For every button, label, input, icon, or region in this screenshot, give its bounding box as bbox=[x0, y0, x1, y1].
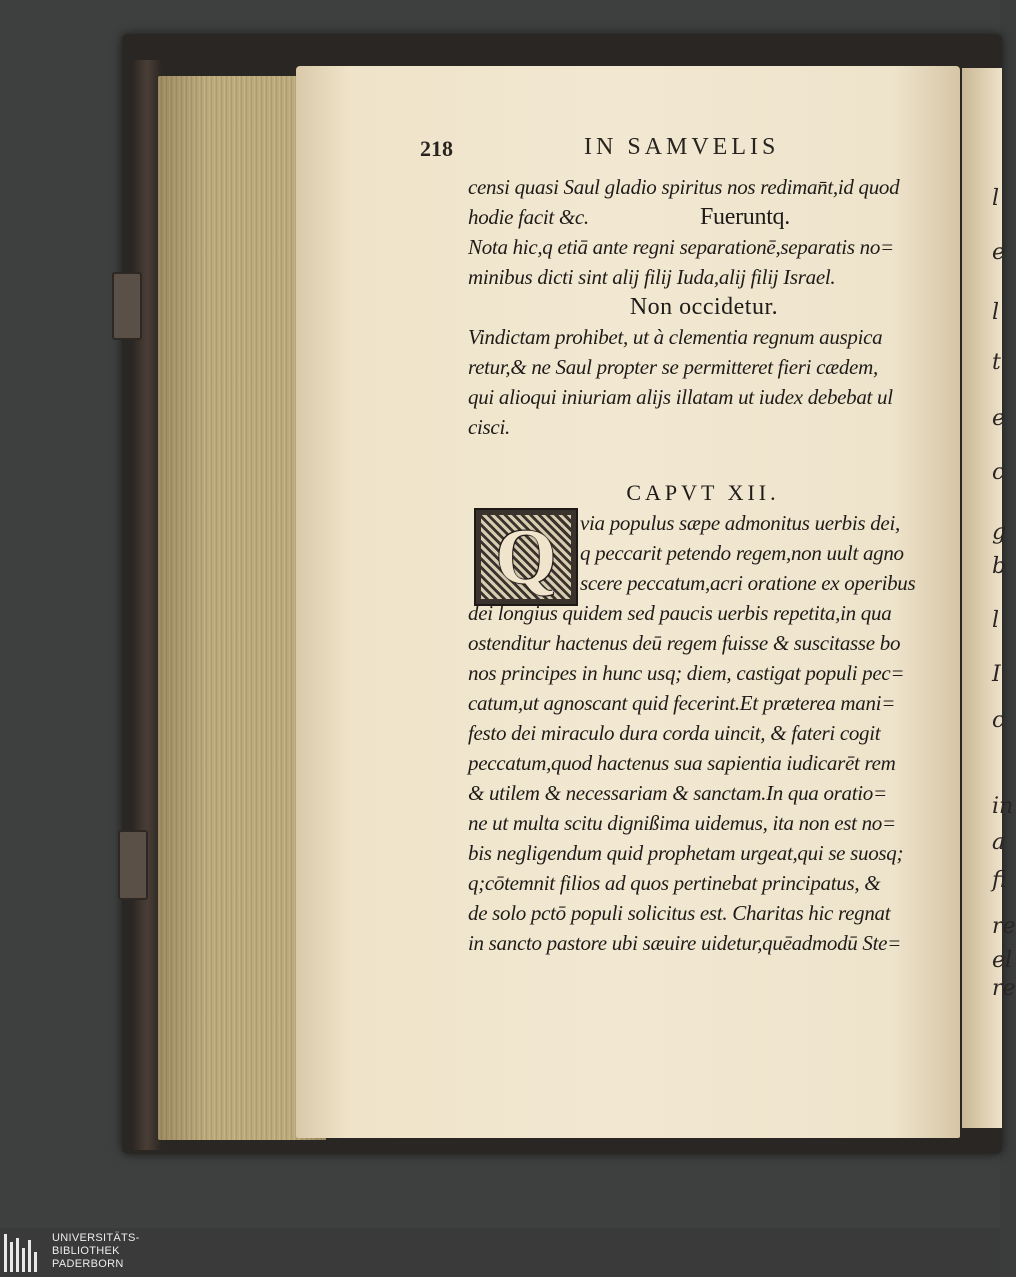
text-line: cisci. bbox=[468, 415, 510, 439]
next-page-fragment: l bbox=[992, 300, 1000, 325]
next-page-fragment: in bbox=[992, 794, 1014, 819]
chapter-text bbox=[468, 508, 940, 958]
text-line: bis negligendum quid prophetam urgeat,qui se suosq; bbox=[468, 841, 904, 865]
next-page-fragment: b bbox=[992, 554, 1007, 579]
next-page-fragment: re bbox=[992, 914, 1016, 939]
section-heading-inline: Fueruntq. bbox=[700, 204, 790, 230]
initial-letter: Q bbox=[495, 513, 557, 600]
next-page-fragment: c bbox=[992, 460, 1005, 485]
library-name-line3: PADERBORN bbox=[52, 1258, 124, 1270]
next-page-fragment: el bbox=[992, 948, 1013, 973]
text-line: q peccarit petendo regem,non uult agno bbox=[580, 541, 904, 565]
next-page-fragment: fi bbox=[992, 868, 1007, 893]
next-page-fragment: g bbox=[992, 520, 1007, 545]
clasp-top bbox=[112, 272, 142, 340]
text-line: retur,& ne Saul propter se permitteret fieri cædem, bbox=[468, 355, 878, 379]
next-page-fragment: l bbox=[992, 608, 1000, 633]
text-line: festo dei miraculo dura corda uincit, & fateri cogit bbox=[468, 721, 881, 745]
next-page-fragment: t bbox=[992, 350, 1001, 375]
text-line: ostenditur hactenus deū regem fuisse & suscitasse bo bbox=[468, 631, 901, 655]
library-name-line2: BIBLIOTHEK bbox=[52, 1245, 120, 1257]
text-line: qui alioqui iniuriam alijs illatam ut iudex debebat ul bbox=[468, 385, 893, 409]
next-page-fragment: c bbox=[992, 708, 1005, 733]
text-line: nos principes in hunc usq; diem, castigat populi pec= bbox=[468, 661, 905, 685]
text-line: peccatum,quod hactenus sua sapientia iudicarēt rem bbox=[468, 751, 896, 775]
text-line: ne ut multa scitu dignißima uidemus, ita non est no= bbox=[468, 811, 896, 835]
running-head bbox=[420, 136, 940, 166]
text-line-fragment: hodie facit &c. bbox=[468, 205, 589, 229]
text-line: scere peccatum,acri oratione ex operibus bbox=[580, 571, 916, 595]
clasp-bottom bbox=[118, 830, 148, 900]
next-page-fragment: I bbox=[992, 662, 1001, 687]
next-page-edge bbox=[962, 68, 1016, 1128]
text-line: Nota hic,q etiā ante regni separationē,separatis no= bbox=[468, 235, 894, 259]
text-block-top bbox=[468, 172, 940, 442]
running-title: IN SAMVELIS bbox=[584, 134, 780, 160]
chapter-heading: CAPVT XII. bbox=[626, 480, 780, 505]
text-line: via populus sæpe admonitus uerbis dei, bbox=[580, 511, 900, 535]
text-line: dei longius quidem sed paucis uerbis repetita,in qua bbox=[468, 601, 892, 625]
next-page-fragment: l bbox=[992, 186, 1000, 211]
text-line: & utilem & necessariam & sanctam.In qua oratio= bbox=[468, 781, 887, 805]
text-line: q;cōtemnit filios ad quos pertinebat principatus, & bbox=[468, 871, 881, 895]
text-line: censi quasi Saul gladio spiritus nos rediman̄t,id quod bbox=[468, 175, 900, 199]
next-page-fragment: e bbox=[992, 406, 1006, 431]
next-page-fragment: re bbox=[992, 976, 1016, 1001]
page-number: 218 bbox=[420, 136, 453, 161]
text-line bbox=[468, 202, 940, 232]
library-footer bbox=[0, 1228, 1000, 1277]
library-logo-text bbox=[52, 1232, 140, 1271]
library-logo-icon bbox=[4, 1234, 44, 1272]
text-line: catum,ut agnoscant quid fecerint.Et præterea mani= bbox=[468, 691, 896, 715]
text-line: in sancto pastore ubi sæuire uidetur,quēadmodū Ste= bbox=[468, 931, 902, 955]
section-heading: Non occidetur. bbox=[629, 294, 779, 320]
next-page-fragment: a bbox=[992, 830, 1006, 855]
text-line: minibus dicti sint alij filij Iuda,alij filij Israel. bbox=[468, 265, 836, 289]
text-line: Vindictam prohibet, ut à clementia regnum auspica bbox=[468, 325, 883, 349]
library-name-line1: UNIVERSITÄTS- bbox=[52, 1232, 140, 1244]
next-page-fragment: e bbox=[992, 240, 1006, 265]
text-line: de solo pctō populi solicitus est. Charitas hic regnat bbox=[468, 901, 891, 925]
